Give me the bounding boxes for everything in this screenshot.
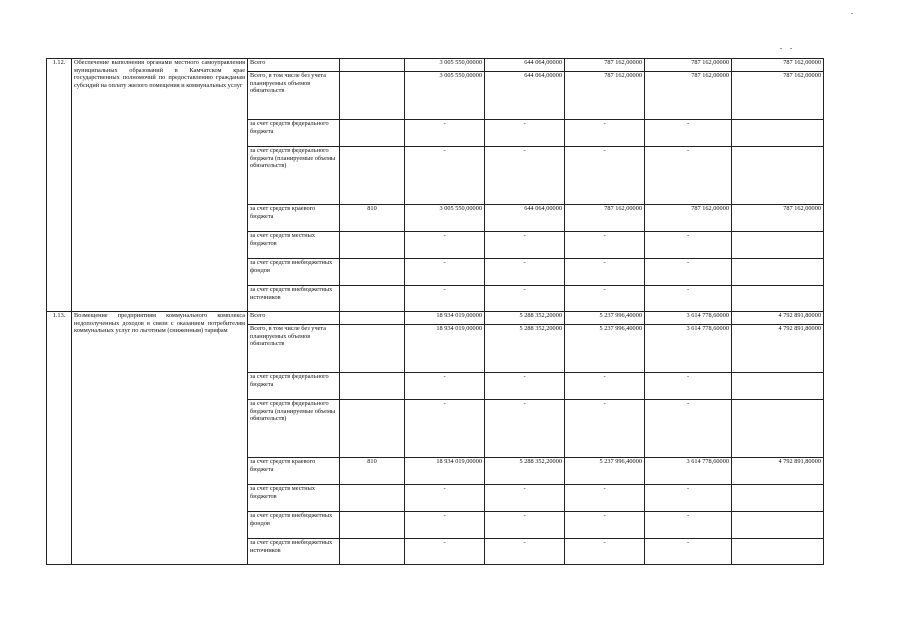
amount-cell: 787 162,00000 bbox=[565, 59, 645, 72]
budget-code-cell bbox=[340, 373, 405, 400]
scan-speck bbox=[780, 48, 782, 49]
amount-cell: 3 614 778,60000 bbox=[645, 458, 732, 485]
amount-cell: - bbox=[565, 539, 645, 565]
amount-cell: - bbox=[565, 400, 645, 458]
budget-code-cell bbox=[340, 120, 405, 147]
budget-code-cell bbox=[340, 232, 405, 259]
amount-cell bbox=[732, 120, 824, 147]
amount-cell: - bbox=[645, 232, 732, 259]
amount-cell: - bbox=[645, 259, 732, 286]
budget-code-cell bbox=[340, 312, 405, 325]
budget-code-cell bbox=[340, 325, 405, 373]
amount-cell bbox=[732, 512, 824, 539]
budget-code-cell bbox=[340, 147, 405, 205]
section-number: 1.13. bbox=[47, 312, 72, 565]
amount-cell: 644 064,00000 bbox=[485, 205, 565, 232]
amount-cell: - bbox=[645, 400, 732, 458]
funding-source-cell: Всего bbox=[248, 59, 340, 72]
amount-cell: - bbox=[405, 539, 485, 565]
amount-cell: - bbox=[645, 485, 732, 512]
amount-cell: 644 064,00000 bbox=[485, 72, 565, 120]
funding-source-cell: за счет средств внебюджетных источников bbox=[248, 539, 340, 565]
amount-cell: 4 792 891,80000 bbox=[732, 312, 824, 325]
funding-source-cell: за счет средств федерального бюджета bbox=[248, 373, 340, 400]
amount-cell bbox=[732, 259, 824, 286]
table-row bbox=[47, 59, 824, 72]
amount-cell: 787 162,00000 bbox=[565, 205, 645, 232]
amount-cell: 3 005 550,00000 bbox=[405, 72, 485, 120]
amount-cell: - bbox=[485, 539, 565, 565]
amount-cell: 3 005 550,00000 bbox=[405, 205, 485, 232]
section-description: Обеспечение выполнения органами местного самоуправления муниципальных образований в Камчатском крае государственных полномочий по предоставлению гражданам субсидий на оплату жилого помещения и коммунальных услуг bbox=[72, 59, 248, 312]
amount-cell: - bbox=[485, 232, 565, 259]
amount-cell: - bbox=[485, 485, 565, 512]
amount-cell: - bbox=[565, 512, 645, 539]
amount-cell: 787 162,00000 bbox=[732, 205, 824, 232]
budget-code-cell bbox=[340, 539, 405, 565]
section-number: 1.12. bbox=[47, 59, 72, 312]
amount-cell bbox=[732, 485, 824, 512]
amount-cell: - bbox=[565, 373, 645, 400]
amount-cell: - bbox=[645, 539, 732, 565]
funding-source-cell: за счет средств внебюджетных фондов bbox=[248, 512, 340, 539]
budget-code-cell bbox=[340, 485, 405, 512]
amount-cell: - bbox=[645, 147, 732, 205]
amount-cell: 18 934 019,00000 bbox=[405, 458, 485, 485]
budget-table bbox=[46, 58, 824, 565]
amount-cell: 5 288 352,20000 bbox=[485, 312, 565, 325]
amount-cell: - bbox=[565, 286, 645, 312]
funding-source-cell: за счет средств внебюджетных фондов bbox=[248, 259, 340, 286]
funding-source-cell: за счет средств краевого бюджета bbox=[248, 205, 340, 232]
budget-code-cell bbox=[340, 72, 405, 120]
funding-source-cell: за счет средств краевого бюджета bbox=[248, 458, 340, 485]
funding-source-cell: Всего, в том числе без учета планируемых объемов обязательств bbox=[248, 72, 340, 120]
amount-cell: - bbox=[485, 120, 565, 147]
amount-cell: 5 237 996,40000 bbox=[565, 325, 645, 373]
scan-speck bbox=[851, 13, 853, 14]
funding-source-cell: Всего, в том числе без учета планируемых объемов обязательств bbox=[248, 325, 340, 373]
amount-cell: - bbox=[565, 485, 645, 512]
budget-code-cell bbox=[340, 59, 405, 72]
section-description: Возмещение предприятиям коммунального комплекса недополученных доходов в связи с оказанием потребителям коммунальных услуг по льготным (сниженным) тарифам bbox=[72, 312, 248, 565]
amount-cell: 3 614 778,60000 bbox=[645, 312, 732, 325]
table-body bbox=[47, 59, 824, 565]
amount-cell: 18 934 019,00000 bbox=[405, 312, 485, 325]
amount-cell: - bbox=[565, 232, 645, 259]
budget-code-cell bbox=[340, 400, 405, 458]
amount-cell bbox=[732, 373, 824, 400]
amount-cell: 5 288 352,20000 bbox=[485, 458, 565, 485]
amount-cell: - bbox=[565, 120, 645, 147]
amount-cell: - bbox=[645, 286, 732, 312]
amount-cell: 5 237 996,40000 bbox=[565, 458, 645, 485]
scan-speck bbox=[790, 48, 792, 49]
amount-cell: - bbox=[405, 485, 485, 512]
budget-code-cell bbox=[340, 259, 405, 286]
funding-source-cell: за счет средств федерального бюджета (планируемые объемы обязательств) bbox=[248, 147, 340, 205]
amount-cell: 787 162,00000 bbox=[732, 59, 824, 72]
amount-cell: - bbox=[485, 400, 565, 458]
amount-cell: - bbox=[485, 512, 565, 539]
amount-cell: - bbox=[565, 259, 645, 286]
amount-cell: 4 792 891,80000 bbox=[732, 325, 824, 373]
amount-cell: - bbox=[485, 259, 565, 286]
amount-cell: 787 162,00000 bbox=[645, 205, 732, 232]
amount-cell: 3 614 778,60000 bbox=[645, 325, 732, 373]
funding-source-cell: за счет средств федерального бюджета bbox=[248, 120, 340, 147]
amount-cell: - bbox=[405, 400, 485, 458]
amount-cell bbox=[732, 539, 824, 565]
amount-cell: - bbox=[405, 147, 485, 205]
amount-cell: - bbox=[405, 120, 485, 147]
amount-cell: - bbox=[485, 286, 565, 312]
amount-cell: - bbox=[405, 512, 485, 539]
amount-cell: 5 288 352,20000 bbox=[485, 325, 565, 373]
amount-cell: 787 162,00000 bbox=[732, 72, 824, 120]
amount-cell bbox=[732, 286, 824, 312]
funding-source-cell: за счет средств местных бюджетов bbox=[248, 232, 340, 259]
amount-cell: 5 237 996,40000 bbox=[565, 312, 645, 325]
amount-cell: - bbox=[645, 373, 732, 400]
amount-cell: 644 064,00000 bbox=[485, 59, 565, 72]
amount-cell: 4 792 891,80000 bbox=[732, 458, 824, 485]
budget-code-cell: 810 bbox=[340, 205, 405, 232]
amount-cell: 3 005 550,00000 bbox=[405, 59, 485, 72]
amount-cell: - bbox=[405, 286, 485, 312]
funding-source-cell: Всего bbox=[248, 312, 340, 325]
amount-cell bbox=[732, 400, 824, 458]
amount-cell: 787 162,00000 bbox=[645, 72, 732, 120]
amount-cell: - bbox=[405, 259, 485, 286]
amount-cell: - bbox=[405, 232, 485, 259]
amount-cell: 787 162,00000 bbox=[645, 59, 732, 72]
budget-code-cell: 810 bbox=[340, 458, 405, 485]
amount-cell: 787 162,00000 bbox=[565, 72, 645, 120]
amount-cell: - bbox=[645, 120, 732, 147]
table-row bbox=[47, 312, 824, 325]
funding-source-cell: за счет средств внебюджетных источников bbox=[248, 286, 340, 312]
amount-cell bbox=[732, 147, 824, 205]
amount-cell: - bbox=[485, 147, 565, 205]
amount-cell: - bbox=[645, 512, 732, 539]
amount-cell bbox=[732, 232, 824, 259]
funding-source-cell: за счет средств местных бюджетов bbox=[248, 485, 340, 512]
budget-code-cell bbox=[340, 286, 405, 312]
amount-cell: - bbox=[485, 373, 565, 400]
amount-cell: 18 934 019,00000 bbox=[405, 325, 485, 373]
budget-code-cell bbox=[340, 512, 405, 539]
amount-cell: - bbox=[405, 373, 485, 400]
amount-cell: - bbox=[565, 147, 645, 205]
funding-source-cell: за счет средств федерального бюджета (планируемые объемы обязательств) bbox=[248, 400, 340, 458]
